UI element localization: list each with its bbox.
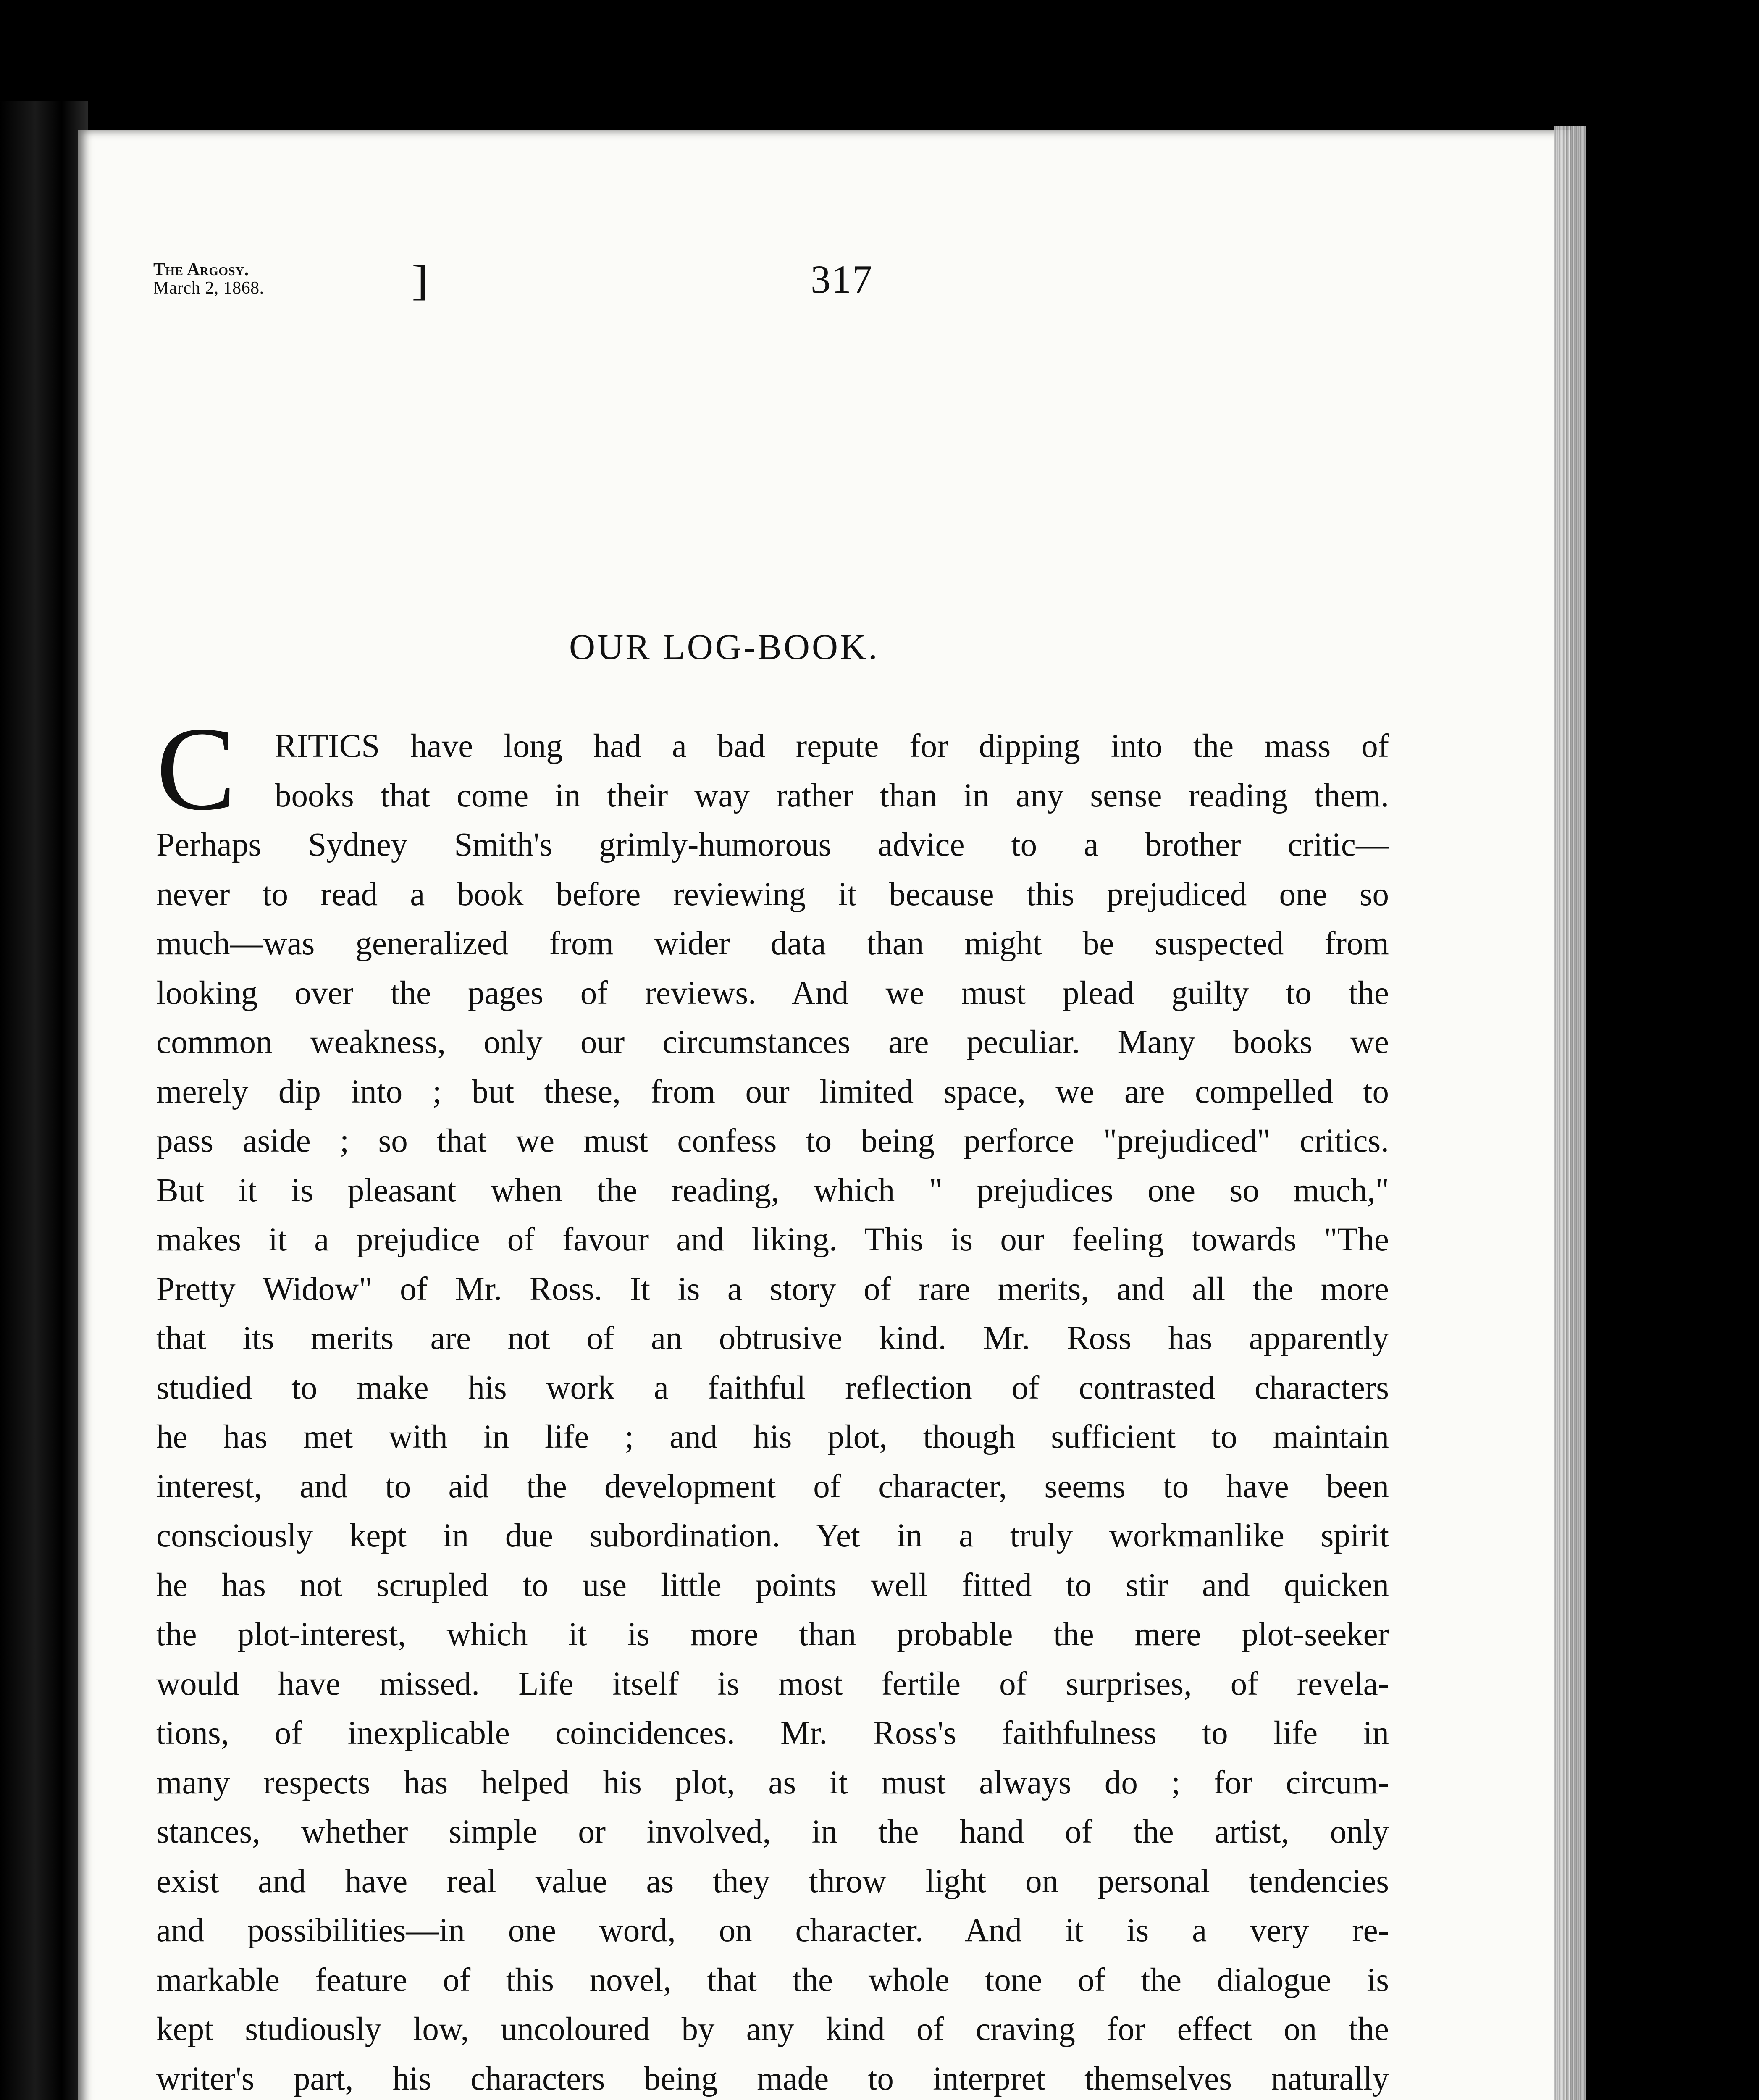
text-line: he has met with in life ; and his plot, though sufficient to maintain <box>156 1419 1389 1455</box>
text-line: makes it a prejudice of favour and liking. This is our feeling towards "The <box>156 1221 1389 1258</box>
text-line: pass aside ; so that we must confess to being perforce "prejudiced" critics. <box>156 1123 1389 1159</box>
text-line: Perhaps Sydney Smith's grimly-humorous advice to a brother critic— <box>156 827 1389 863</box>
text-line: markable feature of this novel, that the whole tone of the dialogue is <box>156 1961 1389 1998</box>
text-line: Pretty Widow" of Mr. Ross. It is a story of rare merits, and all the more <box>156 1270 1389 1307</box>
running-head <box>153 260 264 297</box>
issue-date: March 2, 1868. <box>153 278 264 298</box>
text-line: looking over the pages of reviews. And we must plead guilty to the <box>156 974 1389 1011</box>
text-line: would have missed. Life itself is most fertile of surprises, of revela- <box>156 1665 1389 1702</box>
book-spine <box>0 101 88 2100</box>
text-line: tions, of inexplicable coincidences. Mr. Ross's faithfulness to life in <box>156 1715 1389 1751</box>
page-number: 317 <box>811 257 873 302</box>
text-line: much—was generalized from wider data than might be suspected from <box>156 925 1389 962</box>
text-line: the plot-interest, which it is more than probable the mere plot-seeker <box>156 1616 1389 1653</box>
text-line: consciously kept in due subordination. Yet in a truly workmanlike spirit <box>156 1517 1389 1554</box>
page-edge <box>1554 126 1586 2100</box>
publication-name: The Argosy. <box>153 260 249 279</box>
text-line: common weakness, only our circumstances are peculiar. Many books we <box>156 1024 1389 1060</box>
text-line: exist and have real value as they throw light on personal tendencies <box>156 1863 1389 1900</box>
text-line: writer's part, his characters being made to interpret themselves naturally <box>156 2060 1389 2097</box>
text-line: interest, and to aid the development of character, seems to have been <box>156 1468 1389 1505</box>
text-line: RITICS have long had a bad repute for dipping into the mass of <box>275 728 1389 764</box>
text-line: that its merits are not of an obtrusive kind. Mr. Ross has apparently <box>156 1320 1389 1357</box>
text-line: and possibilities—in one word, on character. And it is a very re- <box>156 1912 1389 1949</box>
header-bracket: ] <box>412 257 428 304</box>
text-line: studied to make his work a faithful reflection of contrasted characters <box>156 1369 1389 1406</box>
text-line: stances, whether simple or involved, in the hand of the artist, only <box>156 1814 1389 1850</box>
article-body <box>156 722 1389 2100</box>
text-line: But it is pleasant when the reading, which " prejudices one so much," <box>156 1172 1389 1209</box>
text-line: many respects has helped his plot, as it must always do ; for circum- <box>156 1764 1389 1801</box>
text-line: he has not scrupled to use little points well fitted to stir and quicken <box>156 1567 1389 1604</box>
drop-cap: C <box>156 702 236 835</box>
text-line: never to read a book before reviewing it because this prejudiced one so <box>156 876 1389 913</box>
article-title: OUR LOG-BOOK. <box>569 627 880 667</box>
text-line: merely dip into ; but these, from our limited space, we are compelled to <box>156 1073 1389 1110</box>
text-line: kept studiously low, uncoloured by any kind of craving for effect on the <box>156 2011 1389 2048</box>
text-line: books that come in their way rather than in any sense reading them. <box>275 777 1389 814</box>
